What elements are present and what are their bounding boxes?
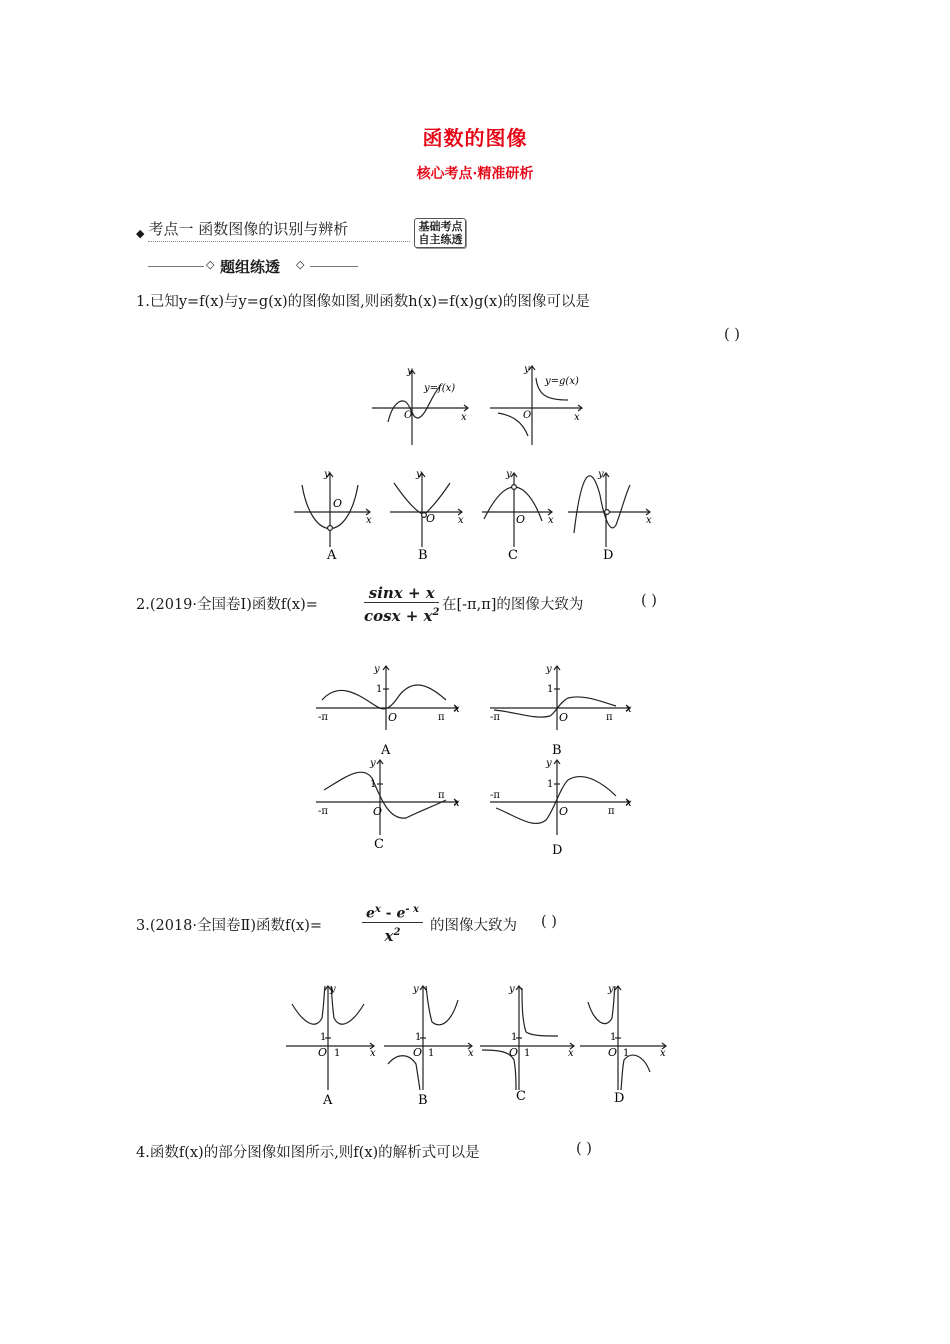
kaodian-badge xyxy=(414,218,466,248)
q2a-x: x xyxy=(454,704,460,715)
q3d-x: x xyxy=(660,1048,666,1059)
q2b-pi: π xyxy=(606,712,613,723)
q3a-o: O xyxy=(318,1046,328,1059)
q2d-y: y xyxy=(546,758,552,769)
f-curve-label: y=f(x) xyxy=(424,383,456,394)
a-x-label: x xyxy=(366,515,372,526)
q3-option-a-label: A xyxy=(323,1093,333,1108)
d-x-label: x xyxy=(646,515,652,526)
q2c-negpi: -π xyxy=(318,806,328,817)
q3a-one-y: 1 xyxy=(320,1032,327,1043)
badge-line-2: 自主练透 xyxy=(418,233,463,246)
q2c-x: x xyxy=(454,798,460,809)
page-title: 函数的图像 xyxy=(422,126,528,150)
b-y-label: y xyxy=(416,469,422,480)
q2b-x: x xyxy=(626,704,632,715)
q3-num-a: e xyxy=(366,905,375,922)
q3d-one-x: 1 xyxy=(623,1048,630,1059)
group-heading xyxy=(148,256,358,276)
q3-den-base: x xyxy=(384,926,394,945)
diamond-icon: ◆ xyxy=(136,227,145,240)
divider-left xyxy=(148,266,204,267)
c-origin-label: O xyxy=(516,513,526,526)
q3-denominator xyxy=(362,923,423,945)
g-y-label: y xyxy=(524,364,530,375)
q2-den-base: cosx + x xyxy=(364,607,433,625)
q3-num-b-exp: - x xyxy=(405,904,419,915)
question-2-options xyxy=(310,660,640,860)
f-y-label: y xyxy=(407,366,413,377)
c-x-label: x xyxy=(548,515,554,526)
question-3-fraction xyxy=(362,904,423,945)
f-origin-label: O xyxy=(404,410,413,421)
g-x-label: x xyxy=(574,412,580,423)
d-y-label: y xyxy=(598,469,604,480)
kaodian-row xyxy=(136,212,466,246)
q3a-y: y xyxy=(330,984,336,995)
q3d-y: y xyxy=(608,984,614,995)
question-3-suffix: 的图像大致为 xyxy=(430,918,517,934)
q3c-o: O xyxy=(509,1046,519,1059)
g-curve-label: y=g(x) xyxy=(545,376,579,387)
question-2-suffix: 在[-π,π]的图像大致为 xyxy=(442,597,584,613)
q2d-pi: π xyxy=(608,806,615,817)
q2d-one: 1 xyxy=(547,779,554,790)
q3d-o: O xyxy=(608,1046,618,1059)
a-origin-label: O xyxy=(333,497,343,510)
q3c-x: x xyxy=(568,1048,574,1059)
graph-f xyxy=(372,370,468,445)
question-1-answer-paren: ( ) xyxy=(724,327,740,343)
q3-numerator xyxy=(362,904,423,923)
q3-den-exp: 2 xyxy=(393,926,401,938)
q3c-one-y: 1 xyxy=(511,1032,518,1043)
g-origin-label: O xyxy=(523,410,532,421)
q3a-x: x xyxy=(370,1048,376,1059)
kaodian-label: 考点一 函数图像的识别与辨析 xyxy=(148,218,410,242)
question-3-prefix: 3.(2018·全国卷Ⅱ)函数f(x)= xyxy=(136,918,323,934)
q2b-one: 1 xyxy=(547,684,554,695)
option-d-label: D xyxy=(603,548,614,563)
q2d-negpi: -π xyxy=(490,790,500,801)
q2a-one: 1 xyxy=(376,684,383,695)
question-3-options xyxy=(282,980,672,1110)
q2-option-d-label: D xyxy=(552,843,563,858)
divider-right xyxy=(310,266,358,267)
diamond-icon: ◇ xyxy=(206,258,215,271)
f-x-label: x xyxy=(461,412,467,423)
q2-denominator xyxy=(364,603,439,625)
q2d-x: x xyxy=(626,798,632,809)
q2a-pi: π xyxy=(438,712,445,723)
a-y-label: y xyxy=(324,469,330,480)
q3b-y: y xyxy=(413,984,419,995)
q3-minus: - xyxy=(385,905,392,922)
q2c-pi: π xyxy=(438,790,445,801)
q3b-x: x xyxy=(468,1048,474,1059)
q3b-one-y: 1 xyxy=(415,1032,422,1043)
q3b-o: O xyxy=(413,1046,423,1059)
q2-den-exp: 2 xyxy=(432,607,440,618)
question-4-text: 4.函数f(x)的部分图像如图所示,则f(x)的解析式可以是 xyxy=(136,1145,480,1161)
q3c-y: y xyxy=(509,984,515,995)
page-subtitle: 核心考点·精准研析 xyxy=(416,166,534,182)
q3-num-b: e xyxy=(396,905,406,922)
q3-num-a-exp: x xyxy=(374,904,381,915)
q2c-y: y xyxy=(370,758,376,769)
question-1-options xyxy=(290,465,670,565)
q2-option-c-label: C xyxy=(374,837,384,852)
q2b-negpi: -π xyxy=(490,712,500,723)
c-y-label: y xyxy=(506,469,512,480)
question-2-fraction xyxy=(364,584,439,625)
q2c-one: 1 xyxy=(370,779,377,790)
q2b-o: O xyxy=(559,711,569,724)
question-2-prefix: 2.(2019·全国卷Ⅰ)函数f(x)= xyxy=(136,597,318,613)
question-4-answer-paren: ( ) xyxy=(576,1141,592,1157)
q3a-one-x: 1 xyxy=(334,1048,341,1059)
q2b-y: y xyxy=(546,664,552,675)
q2-option-b-label: B xyxy=(552,743,562,758)
q3-option-c-label: C xyxy=(516,1089,526,1104)
q2d-o: O xyxy=(559,805,569,818)
diamond-icon: ◇ xyxy=(296,258,305,271)
q2c-o: O xyxy=(373,805,383,818)
q3b-one-x: 1 xyxy=(428,1048,435,1059)
q2a-o: O xyxy=(388,711,398,724)
question-1-given-graphs xyxy=(360,360,600,450)
question-1-text: 1.已知y=f(x)与y=g(x)的图像如图,则函数h(x)=f(x)g(x)的图像可以是 xyxy=(136,294,590,310)
option-a-label: A xyxy=(327,548,337,563)
question-2-answer-paren: ( ) xyxy=(641,593,657,609)
b-x-label: x xyxy=(458,515,464,526)
q3c-one-x: 1 xyxy=(524,1048,531,1059)
group-label: 题组练透 xyxy=(220,258,281,276)
q2a-negpi: -π xyxy=(318,712,328,723)
option-c-label: C xyxy=(508,548,518,563)
option-b-label: B xyxy=(418,548,428,563)
question-3-answer-paren: ( ) xyxy=(541,914,557,930)
badge-line-1: 基础考点 xyxy=(418,220,463,233)
q3-option-b-label: B xyxy=(418,1093,428,1108)
q3-option-d-label: D xyxy=(614,1091,625,1106)
q2-numerator: sinx + x xyxy=(364,584,439,603)
q2a-y: y xyxy=(374,664,380,675)
b-origin-label: O xyxy=(426,512,436,525)
q3d-one-y: 1 xyxy=(610,1032,617,1043)
q2-option-a-label: A xyxy=(381,743,391,758)
